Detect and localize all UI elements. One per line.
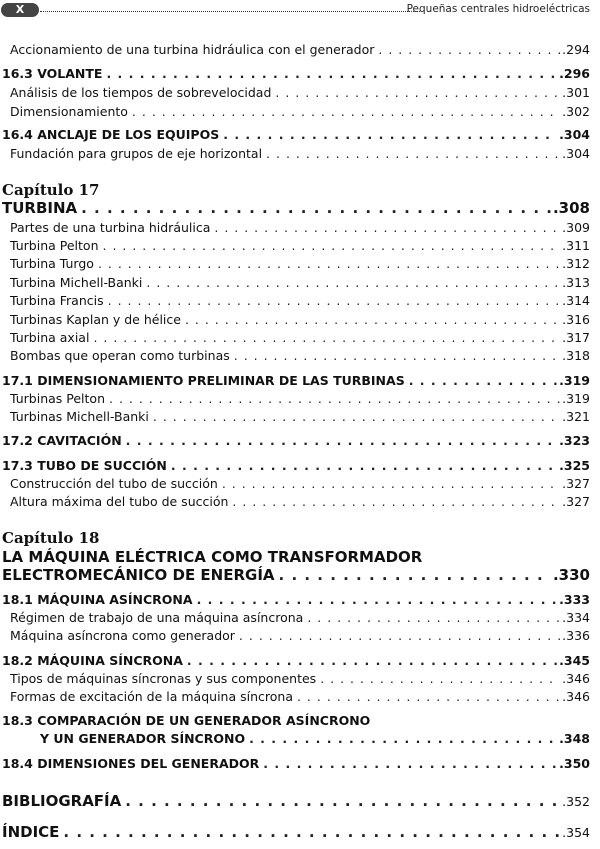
toc-entry[interactable]: Formas de excitación de la máquina síncrona . . . .346 <box>10 689 590 705</box>
toc-entry[interactable]: Construcción del tubo de succión . . . .327 <box>10 476 590 492</box>
toc-entry[interactable]: Partes de una turbina hidráulica . . . .309 <box>10 220 590 236</box>
toc-entry[interactable]: Análisis de los tiempos de sobrevelocidad . . . .301 <box>10 85 590 101</box>
toc-entry[interactable]: Tipos de máquinas síncronas y sus componentes . . . .346 <box>10 671 590 687</box>
toc-index[interactable]: ÍNDICE . . . .354 <box>2 824 590 840</box>
chapter-title[interactable]: ELECTROMECÁNICO DE ENERGÍA . . . .330 <box>2 567 590 583</box>
toc-section[interactable]: 16.3 VOLANTE . . . .296 <box>2 66 590 82</box>
toc-section[interactable]: 17.1 DIMENSIONAMIENTO PRELIMINAR DE LAS TURBINAS . . . .319 <box>2 373 590 389</box>
toc-section[interactable]: 16.4 ANCLAJE DE LOS EQUIPOS . . . .304 <box>2 127 590 143</box>
toc-entry[interactable]: Altura máxima del tubo de succión . . . .327 <box>10 494 590 510</box>
toc-entry[interactable]: Turbina axial . . . .317 <box>10 330 590 346</box>
toc-entry[interactable]: Fundación para grupos de eje horizontal . . . .304 <box>10 146 590 162</box>
toc-entry[interactable]: Bombas que operan como turbinas . . . .318 <box>10 348 590 364</box>
chapter-title-line: LA MÁQUINA ELÉCTRICA COMO TRANSFORMADOR <box>2 548 423 566</box>
toc-entry[interactable]: Turbinas Kaplan y de hélice . . . .316 <box>10 312 590 328</box>
toc-section[interactable]: 17.3 TUBO DE SUCCIÓN . . . .325 <box>2 458 590 474</box>
chapter-title[interactable]: TURBINA . . . .308 <box>2 200 590 216</box>
toc-bibliography[interactable]: BIBLIOGRAFÍA . . . .352 <box>2 793 590 809</box>
toc-section[interactable]: 18.1 MÁQUINA ASÍNCRONA . . . .333 <box>2 592 590 608</box>
toc-section[interactable]: Y UN GENERADOR SÍNCRONO . . . .348 <box>40 731 590 747</box>
page-number-badge: X <box>1 3 39 17</box>
toc-entry[interactable]: Turbina Francis . . . .314 <box>10 293 590 309</box>
toc-entry[interactable]: Turbina Michell-Banki . . . .313 <box>10 275 590 291</box>
toc-section[interactable]: 17.2 CAVITACIÓN . . . .323 <box>2 433 590 449</box>
toc-entry[interactable]: Régimen de trabajo de una máquina asíncrona . . . .334 <box>10 610 590 626</box>
toc-section[interactable]: 18.4 DIMENSIONES DEL GENERADOR . . . .350 <box>2 756 590 772</box>
chapter-label: Capítulo 18 <box>2 529 100 547</box>
running-title: Pequeñas centrales hidroeléctricas <box>406 3 590 15</box>
toc-entry[interactable]: Máquina asíncrona como generador . . . .336 <box>10 628 590 644</box>
toc-entry[interactable]: Accionamiento de una turbina hidráulica con el generador . . . .294 <box>10 42 590 58</box>
toc-section[interactable]: 18.2 MÁQUINA SÍNCRONA . . . .345 <box>2 653 590 669</box>
toc-entry[interactable]: Turbina Pelton . . . .311 <box>10 238 590 254</box>
toc-entry[interactable]: Dimensionamiento . . . .302 <box>10 104 590 120</box>
toc-entry[interactable]: Turbinas Michell-Banki . . . .321 <box>10 409 590 425</box>
toc-entry[interactable]: Turbina Turgo . . . .312 <box>10 256 590 272</box>
toc-entry[interactable]: Turbinas Pelton . . . .319 <box>10 391 590 407</box>
chapter-label: Capítulo 17 <box>2 181 100 199</box>
toc-section-line: 18.3 COMPARACIÓN DE UN GENERADOR ASÍNCRONO <box>2 713 371 728</box>
